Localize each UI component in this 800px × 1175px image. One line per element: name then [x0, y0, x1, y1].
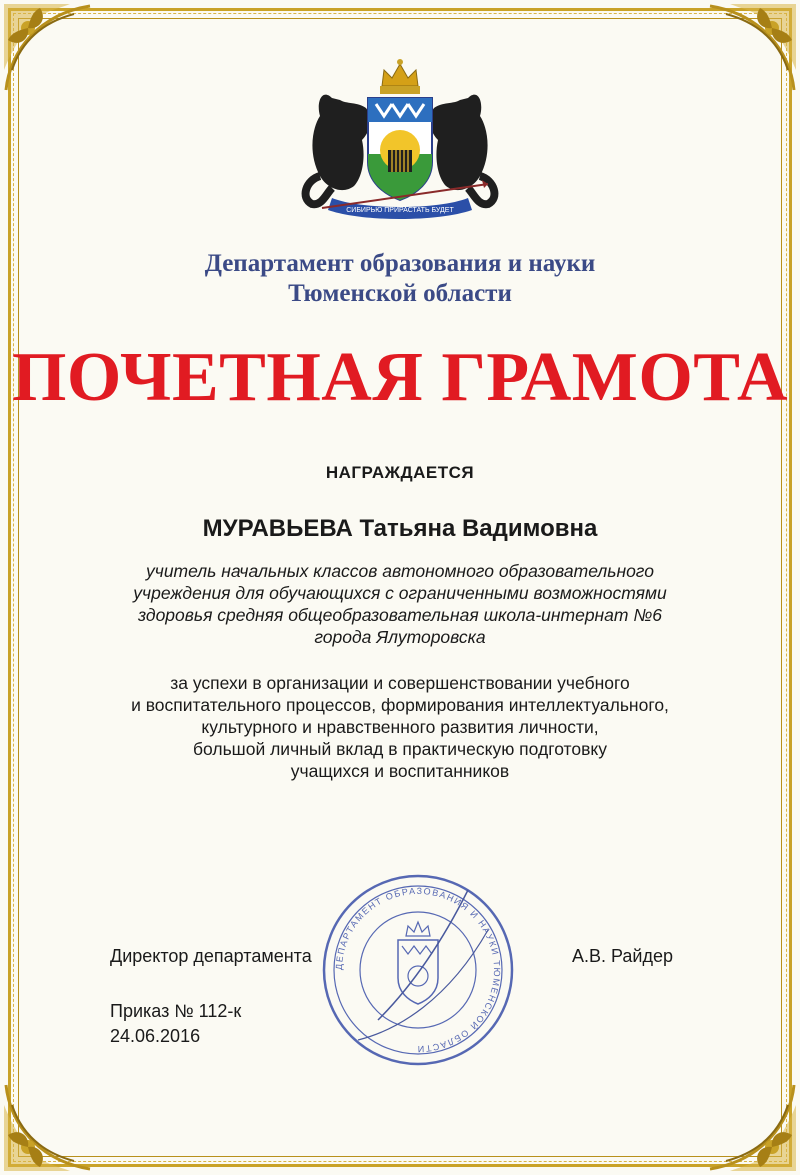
certificate-title: ПОЧЕТНАЯ ГРАМОТА	[11, 339, 789, 416]
position-line: города Ялуторовска	[314, 627, 486, 647]
svg-text:ДЕПАРТАМЕНТ ОБРАЗОВАНИЯ И НАУК	[334, 886, 502, 1054]
reason-line: и воспитательного процессов, формирования интеллектуального,	[131, 695, 669, 715]
position-line: здоровья средняя общеобразовательная школа-интернат №6	[137, 605, 663, 625]
reason-line: большой личный вклад в практическую подготовку	[192, 739, 608, 759]
stamp-text: ДЕПАРТАМЕНТ ОБРАЗОВАНИЯ И НАУКИ ТЮМЕНСКОЙ ОБЛАСТИ	[333, 885, 503, 1055]
recipient-name: МУРАВЬЕВА Татьяна Вадимовна	[202, 515, 598, 542]
signer-role: Директор департамента	[110, 946, 312, 966]
recipient-position	[60, 560, 740, 648]
position-line: учреждения для обучающихся с ограниченными возможностями	[133, 583, 667, 603]
corner-ornament-bottom-left	[0, 1065, 110, 1175]
corner-ornament-top-left	[0, 0, 110, 110]
reason-line: за успехи в организации и совершенствовании учебного	[170, 673, 630, 693]
order-date: 24.06.2016	[110, 1026, 201, 1046]
reason-line: учащихся и воспитанников	[290, 761, 510, 781]
position-line: учитель начальных классов автономного образовательного	[146, 561, 654, 581]
order-number: Приказ № 112-к	[110, 1001, 242, 1021]
awarded-label: НАГРАЖДАЕТСЯ	[325, 463, 475, 482]
emblem-ribbon-text: СИБИРЬЮ ПРИРАСТАТЬ БУДЕТ	[346, 207, 454, 214]
signer-name: А.В. Райдер	[572, 946, 674, 966]
official-stamp	[318, 870, 518, 1070]
corner-ornament-top-right	[690, 0, 800, 110]
award-reason	[60, 672, 740, 782]
department-name-line-1: Департамент образования и науки	[204, 250, 596, 277]
reason-line: культурного и нравственного развития личности,	[201, 717, 599, 737]
corner-ornament-bottom-right	[690, 1065, 800, 1175]
department-name-line-2: Тюменской области	[288, 280, 512, 307]
coat-of-arms-emblem	[292, 58, 508, 224]
